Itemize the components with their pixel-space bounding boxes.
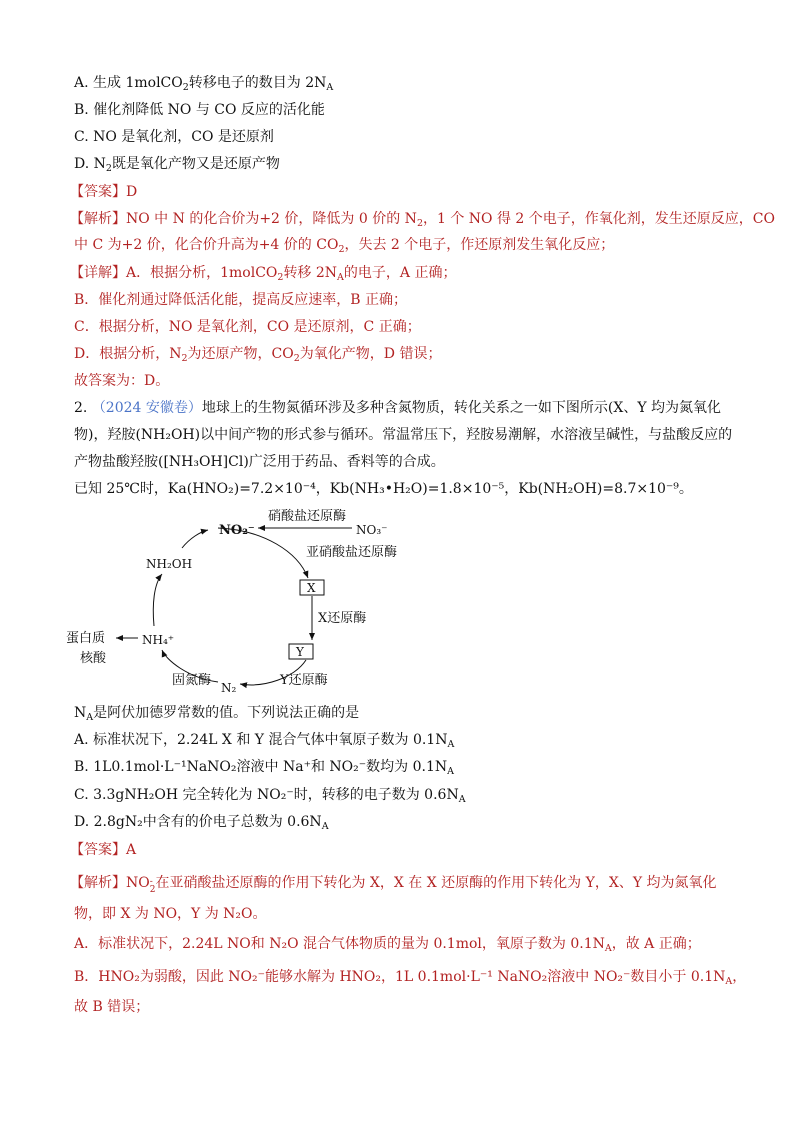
q2-detail-b-sub: A <box>725 976 733 987</box>
q1-option-a-text: A. 生成 1molCO <box>74 75 183 91</box>
q1-analysis-line1-pre: 【解析】NO 中 N 的化合价为+2 价，降低为 0 价的 N <box>70 211 417 227</box>
label-nitrate-reductase: 硝酸盐还原酶 <box>268 509 347 524</box>
q2-analysis-pre: 【解析】 <box>70 875 126 891</box>
q2-detail-b-text: B．HNO₂为弱酸，因此 NO₂⁻能够水解为 HNO₂，1L 0.1mol·L⁻¹ NaNO₂溶液中 NO₂⁻数目小于 0.1N <box>74 969 726 985</box>
q1-detail-a-sub: 2 <box>277 272 284 283</box>
q1-detail-d-mid: 为还原产物，CO <box>187 346 294 362</box>
q2-option-c <box>74 784 466 811</box>
label-nucleic-acid: 核酸 <box>80 651 107 666</box>
q1-detail-d-sub: 2 <box>181 353 188 364</box>
q1-analysis-line1-post: ，1 个 NO 得 2 个电子，作氧化剂，发生还原反应，CO <box>422 211 775 227</box>
q2-option-b-text: B. 1L0.1mol·L⁻¹NaNO₂溶液中 Na⁺和 NO₂⁻数均为 0.1N <box>74 759 448 775</box>
q1-detail-a-sub2: A <box>337 272 344 283</box>
label-x-reductase: X还原酶 <box>318 611 367 626</box>
q1-detail-c: C．根据分析，NO 是氧化剂，CO 是还原剂，C 正确； <box>74 319 421 335</box>
q1-detail-d-pre: D．根据分析，N <box>74 346 182 362</box>
q2-option-c-sub: A <box>458 794 466 805</box>
q2-detail-b <box>74 966 746 993</box>
q2-detail-a-text: A．标准状况下，2.24L NO和 N₂O 混合气体物质的量为 0.1mol，氧原子数为 0.1N <box>74 936 605 952</box>
q2-detail-a <box>74 933 701 960</box>
q2-detail-a-post: ，故 A 正确； <box>611 936 701 952</box>
q2-analysis-line1 <box>70 872 717 894</box>
label-y-reductase: Y还原酶 <box>280 673 328 688</box>
q2-number: 2. <box>74 400 92 416</box>
q1-option-a <box>74 72 333 99</box>
label-nitrite-reductase: 亚硝酸盐还原酶 <box>306 545 398 560</box>
q2-answer: 【答案】A <box>70 842 137 858</box>
q2-option-a <box>74 729 454 756</box>
q1-analysis-line1 <box>70 208 775 235</box>
q2-source: （2024 安徽卷） <box>91 400 202 416</box>
q1-analysis-line2-sub: 2 <box>338 244 345 255</box>
q2-analysis-no2-sub: 2 <box>149 885 156 895</box>
q1-option-a-sub: 2 <box>182 82 189 93</box>
q1-detail-d-sub2: 2 <box>293 353 300 364</box>
label-no3: NO₃⁻ <box>356 523 388 537</box>
q1-option-d <box>74 153 280 180</box>
label-protein: 蛋白质 <box>66 631 106 646</box>
q2-stem-line3: 产物盐酸羟胺([NH₃OH]Cl)广泛用于药品、香料等的合成。 <box>74 454 445 470</box>
q2-na-text: 是阿伏加德罗常数的值。下列说法正确的是 <box>93 705 360 721</box>
q1-option-d-sub: 2 <box>105 163 112 174</box>
q2-option-d-sub: A <box>321 821 329 832</box>
q2-option-c-text: C. 3.3gNH₂OH 完全转化为 NO₂⁻时，转移的电子数为 0.6N <box>74 787 459 803</box>
label-y: Y <box>296 645 304 659</box>
q1-analysis-line2-post: ，失去 2 个电子，作还原剂发生氧化反应； <box>344 237 615 253</box>
label-x: X <box>307 581 316 595</box>
q1-detail-d-post: 为氧化产物，D 错误； <box>299 346 442 362</box>
q2-stem-line1 <box>74 397 721 419</box>
q2-na-line <box>74 702 359 729</box>
q1-answer: 【答案】D <box>70 184 138 200</box>
q2-na-sub: A <box>86 712 94 723</box>
label-nh2oh: NH₂OH <box>146 557 193 571</box>
q1-option-b: B. 催化剂降低 NO 与 CO 反应的活化能 <box>74 102 325 118</box>
label-nitrogenase: 固氮酶 <box>172 673 212 688</box>
q1-option-a-sub2: A <box>326 82 334 93</box>
label-no2: NO₂⁻ <box>219 523 255 538</box>
q1-analysis-line2-pre: 中 C 为+2 价，化合价升高为+4 价的 CO <box>74 237 339 253</box>
q1-option-d-post: 既是氧化产物又是还原产物 <box>111 156 280 172</box>
q2-detail-b-line2: 故 B 错误； <box>74 999 150 1015</box>
label-nh4: NH₄⁺ <box>142 633 175 647</box>
q1-analysis-line1-sub: 2 <box>416 218 423 229</box>
q1-detail-b: B．催化剂通过降低活化能，提高反应速率，B 正确； <box>74 292 408 308</box>
q2-stem-line1-text: 地球上的生物氮循环涉及多种含氮物质，转化关系之一如下图所示(X、Y 均为氮氧化 <box>201 400 722 416</box>
q2-option-a-sub: A <box>447 739 455 750</box>
q2-analysis-no2-sup: - <box>149 877 153 887</box>
q2-known: 已知 25℃时，Ka(HNO₂)=7.2×10⁻⁴，Kb(NH₃•H₂O)=1.8×10⁻⁵，Kb(NH₂OH)=8.7×10⁻⁹。 <box>74 481 693 497</box>
q2-option-a-text: A. 标准状况下，2.24L X 和 Y 混合气体中氧原子数为 0.1N <box>74 732 448 748</box>
q1-conclusion: 故答案为：D。 <box>74 373 170 389</box>
q1-option-a-mid: 转移电子的数目为 2N <box>188 75 327 91</box>
q1-detail-a-post: 的电子，A 正确； <box>343 265 457 281</box>
q1-detail-a-mid: 转移 2N <box>283 265 338 281</box>
q2-analysis-line2: 物，即 X 为 NO，Y 为 N₂O。 <box>74 906 267 922</box>
q1-detail-a <box>70 262 456 289</box>
q1-detail-d <box>74 343 441 370</box>
arrow-nh2oh-to-no2 <box>182 530 208 548</box>
nitrogen-cycle-diagram <box>50 504 398 698</box>
q2-detail-a-sub: A <box>604 943 612 954</box>
q2-stem-line2: 物)，羟胺(NH₂OH)以中间产物的形式参与循环。常温常压下，羟胺易潮解，水溶液呈碱性，与盐酸反应的 <box>74 427 733 443</box>
q1-option-c: C. NO 是氧化剂，CO 是还原剂 <box>74 129 274 145</box>
q2-option-d <box>74 811 329 838</box>
q2-analysis-no: NO <box>126 875 150 891</box>
q2-option-b <box>74 756 454 783</box>
label-n2: N₂ <box>221 681 237 695</box>
q1-option-d-pre: D. N <box>74 156 106 172</box>
q2-na-n: N <box>74 705 87 721</box>
q2-detail-b-post: ， <box>732 969 747 985</box>
q1-analysis-line2 <box>74 234 614 261</box>
q2-analysis-line1-text: 在亚硝酸盐还原酶的作用下转化为 X，X 在 X 还原酶的作用下转化为 Y，X、Y 均为氮氧化 <box>155 875 717 891</box>
q2-option-d-text: D. 2.8gN₂中含有的价电子总数为 0.6N <box>74 814 322 830</box>
q2-option-b-sub: A <box>447 766 454 777</box>
q1-detail-a-pre: 【详解】A．根据分析，1molCO <box>70 265 278 281</box>
arrow-nh4-to-nh2oh <box>153 574 162 626</box>
